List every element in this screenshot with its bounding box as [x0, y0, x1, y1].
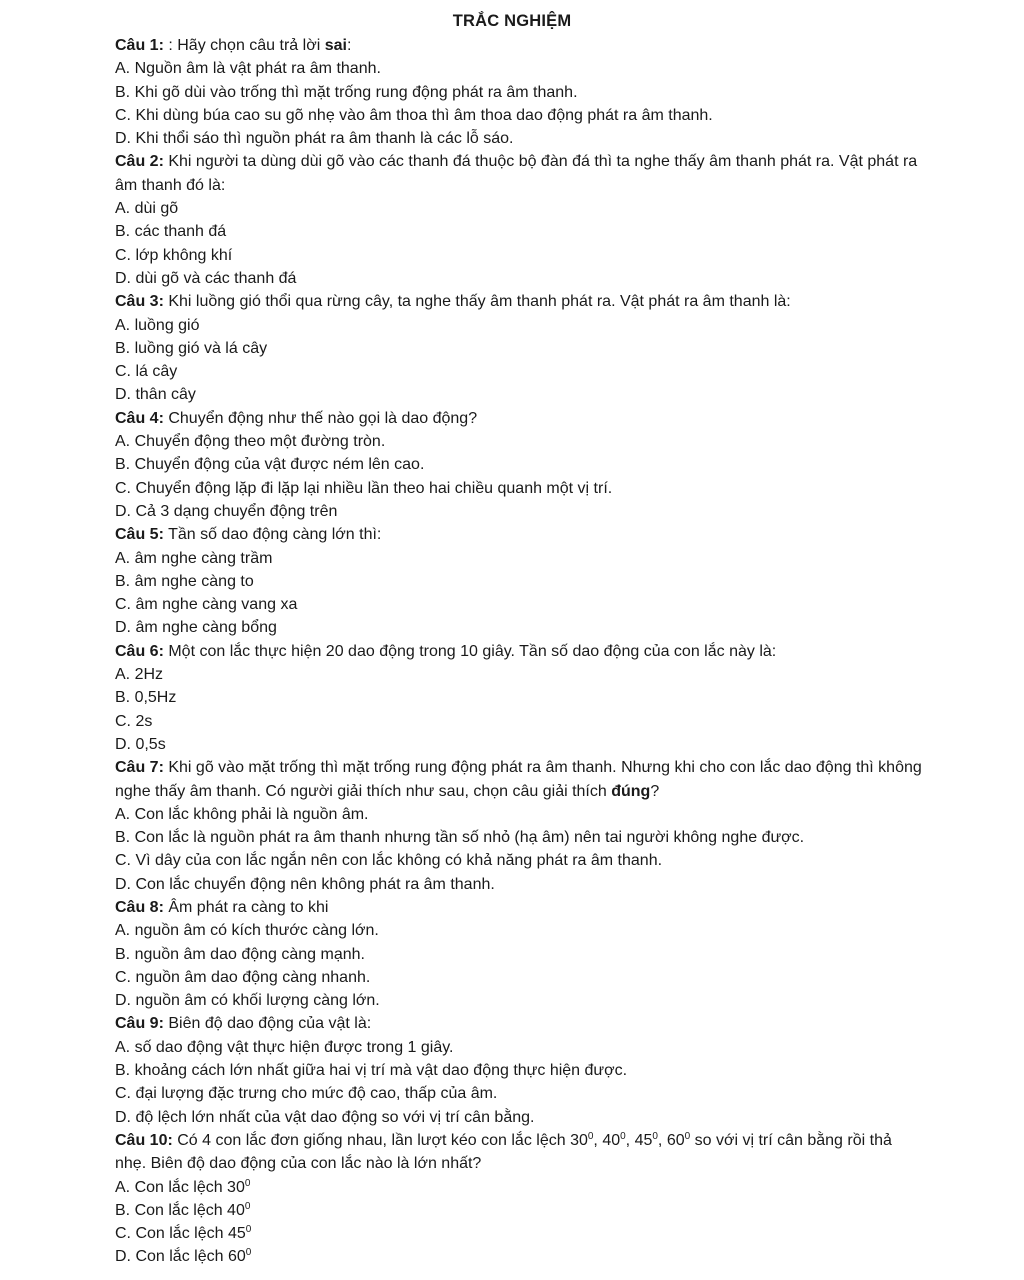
question-label: Câu 1:	[115, 37, 164, 54]
answer-option: D. âm nghe càng bổng	[115, 619, 277, 637]
question-label: Câu 6:	[115, 642, 164, 660]
answer-option	[115, 1245, 924, 1268]
question-text	[115, 407, 924, 430]
answer-option: A. luồng gió	[115, 316, 200, 334]
question-text-part: Âm phát ra càng to khi	[163, 898, 329, 916]
option-text: D. Con lắc lệch 60	[115, 1248, 246, 1266]
question-text	[115, 896, 924, 919]
question-text	[115, 150, 924, 197]
option-text: A. Con lắc lệch 30	[115, 1178, 245, 1196]
answer-option: A. nguồn âm có kích thước càng lớn.	[115, 922, 379, 940]
answer-option	[115, 1199, 924, 1222]
question-text-part: , 40	[593, 1131, 621, 1149]
question-text	[115, 756, 924, 803]
question-3	[115, 290, 924, 406]
question-label: Câu 4:	[115, 409, 164, 427]
question-text-part: Có 4 con lắc đơn giống nhau, lần lượt kéo con lắc lệch 30	[172, 1131, 588, 1149]
question-label: Câu 5:	[115, 526, 164, 544]
answer-option: B. Chuyển động của vật được ném lên cao.	[115, 456, 425, 474]
answer-option: B. khoảng cách lớn nhất giữa hai vị trí mà vật dao động thực hiện được.	[115, 1062, 628, 1080]
question-7	[115, 756, 924, 896]
question-text	[115, 1129, 924, 1176]
question-1	[115, 34, 924, 150]
answer-option: C. đại lượng đặc trưng cho mức độ cao, thấp của âm.	[115, 1085, 498, 1103]
question-label: Câu 2:	[115, 153, 164, 171]
question-text	[115, 290, 924, 313]
question-6	[115, 640, 924, 756]
question-text-part: , 45	[625, 1131, 653, 1149]
question-8	[115, 896, 924, 1012]
answer-option: A. âm nghe càng trầm	[115, 549, 273, 567]
question-text-part: Chuyển động như thế nào gọi là dao động?	[163, 409, 478, 427]
question-emphasis: sai	[324, 37, 347, 54]
degree-mark: 0	[244, 1200, 251, 1212]
degree-mark: 0	[245, 1224, 252, 1236]
question-label: Câu 7:	[115, 759, 164, 777]
question-label: Câu 10:	[115, 1131, 173, 1149]
question-9	[115, 1012, 924, 1128]
answer-option: C. Khi dùng búa cao su gõ nhẹ vào âm thoa thì âm thoa dao động phát ra âm thanh.	[115, 106, 713, 124]
answer-option: A. dùi gõ	[115, 200, 179, 218]
answer-option	[115, 1222, 924, 1245]
question-text-part: Một con lắc thực hiện 20 dao động trong 10 giây. Tần số dao động của con lắc này là:	[163, 642, 777, 660]
answer-option: D. thân cây	[115, 386, 196, 404]
answer-option: C. lớp không khí	[115, 246, 233, 264]
answer-option: A. Con lắc không phải là nguồn âm.	[115, 805, 369, 823]
question-list	[115, 34, 924, 1129]
answer-option: C. Chuyển động lặp đi lặp lại nhiều lần theo hai chiều quanh một vị trí.	[115, 479, 613, 497]
answer-option: D. độ lệch lớn nhất của vật dao động so với vị trí cân bằng.	[115, 1108, 535, 1126]
answer-option: B. các thanh đá	[115, 223, 227, 241]
question-label: Câu 8:	[115, 898, 164, 916]
answer-option: B. 0,5Hz	[115, 689, 177, 707]
answer-option: A. Nguồn âm là vật phát ra âm thanh.	[115, 60, 381, 78]
question-text-part: Khi người ta dùng dùi gõ vào các thanh đá thuộc bộ đàn đá thì ta nghe thấy âm thanh phát ra. Vật phát ra âm thanh đó là:	[115, 153, 918, 194]
answer-option: B. Khi gõ dùi vào trống thì mặt trống rung động phát ra âm thanh.	[115, 83, 578, 101]
question-2	[115, 150, 924, 290]
answer-option: D. Khi thổi sáo thì nguồn phát ra âm thanh là các lỗ sáo.	[115, 130, 514, 148]
answer-option: C. nguồn âm dao động càng nhanh.	[115, 968, 371, 986]
answer-option: D. nguồn âm có khối lượng càng lớn.	[115, 992, 380, 1010]
degree-mark: 0	[245, 1247, 252, 1259]
question-text-part: Khi luồng gió thổi qua rừng cây, ta nghe thấy âm thanh phát ra. Vật phát ra âm thanh là:	[163, 293, 791, 311]
question-text-part: Tần số dao động càng lớn thì:	[163, 526, 382, 544]
answer-option: B. âm nghe càng to	[115, 572, 254, 590]
degree-mark: 0	[587, 1130, 594, 1142]
answer-option	[115, 1176, 924, 1199]
question-text	[115, 1012, 924, 1035]
answer-option: B. Con lắc là nguồn phát ra âm thanh nhưng tần số nhỏ (hạ âm) nên tai người không nghe được.	[115, 829, 805, 847]
option-text: B. Con lắc lệch 40	[115, 1201, 245, 1219]
answer-option: B. luồng gió và lá cây	[115, 339, 268, 357]
question-text-part: : Hãy chọn câu trả lời	[163, 37, 325, 54]
question-text-part: so với vị trí cân bằng rồi thả nhẹ. Biên độ dao động của con lắc nào là lớn nhất?	[115, 1131, 892, 1173]
answer-option: D. 0,5s	[115, 735, 166, 753]
degree-mark: 0	[620, 1130, 626, 1142]
answer-option: B. nguồn âm dao động càng mạnh.	[115, 945, 365, 963]
answer-option: C. âm nghe càng vang xa	[115, 596, 298, 614]
page-title: TRẮC NGHIỆM	[452, 12, 572, 30]
degree-mark: 0	[684, 1130, 691, 1142]
question-5	[115, 523, 924, 639]
question-text	[115, 640, 924, 663]
answer-option: A. số dao động vật thực hiện được trong 1 giây.	[115, 1038, 454, 1056]
question-text-part: Khi gõ vào mặt trống thì mặt trống rung động phát ra âm thanh. Nhưng khi cho con lắc dao động thì không nghe thấy âm thanh. Có người giải thích như sau, chọn câu giải thích	[115, 759, 922, 800]
question-text	[115, 34, 924, 57]
question-text-part: , 60	[657, 1131, 685, 1149]
answer-option: D. Con lắc chuyển động nên không phát ra âm thanh.	[115, 875, 495, 893]
question-text-part: Biên độ dao động của vật là:	[163, 1015, 372, 1033]
question-emphasis: đúng	[611, 782, 651, 800]
answer-option: A. Chuyển động theo một đường tròn.	[115, 433, 386, 451]
answer-option: D. dùi gõ và các thanh đá	[115, 269, 297, 287]
degree-mark: 0	[652, 1130, 658, 1142]
answer-option: C. Vì dây của con lắc ngắn nên con lắc không có khả năng phát ra âm thanh.	[115, 852, 663, 870]
question-label: Câu 3:	[115, 293, 164, 311]
answer-option: C. lá cây	[115, 363, 178, 381]
answer-option: C. 2s	[115, 712, 153, 730]
question-10	[115, 1129, 924, 1269]
question-4	[115, 407, 924, 523]
answer-option: D. Cả 3 dạng chuyển động trên	[115, 502, 338, 520]
question-text	[115, 523, 924, 546]
question-text-part: :	[346, 37, 352, 54]
degree-mark: 0	[244, 1177, 251, 1189]
question-text-part: ?	[650, 782, 660, 800]
option-text: C. Con lắc lệch 45	[115, 1225, 246, 1243]
question-label: Câu 9:	[115, 1015, 164, 1033]
answer-option: A. 2Hz	[115, 666, 164, 684]
